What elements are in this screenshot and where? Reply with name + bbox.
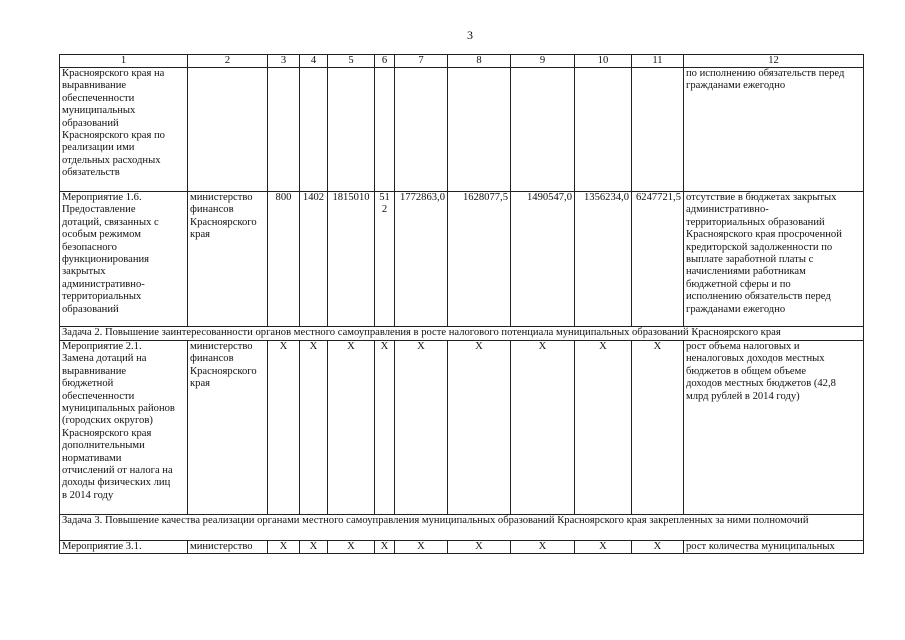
x-mark-cell: X xyxy=(511,541,575,554)
task-heading: Задача 3. Повышение качества реализации органами местного самоуправления муниципальных образований Красноярского края закрепленных за ними полномочий xyxy=(60,515,864,541)
target-code-cell: 1815010 xyxy=(328,192,375,327)
table-row xyxy=(60,192,864,327)
measure-name-cell: Мероприятие 2.1. Замена дотаций на выравнивание бюджетной обеспеченности муниципальных районов (городских округов) Красноярского края дополнительными нормативами отчислений от налога на доходы физических лиц в 2014 году xyxy=(60,341,188,515)
task-heading: Задача 2. Повышение заинтересованности органов местного самоуправления в росте налогового потенциала муниципальных образований Красноярского края xyxy=(60,327,864,341)
executor-cell: министерство xyxy=(188,541,268,554)
header-cell: 5 xyxy=(328,55,375,68)
empty-cell xyxy=(448,68,511,192)
x-mark-cell: X xyxy=(448,341,511,515)
empty-cell xyxy=(632,68,684,192)
x-mark-cell: X xyxy=(375,541,395,554)
header-cell: 6 xyxy=(375,55,395,68)
amount-cell: 1356234,0 xyxy=(575,192,632,327)
x-mark-cell: X xyxy=(328,541,375,554)
task-row xyxy=(60,515,864,541)
result-cell: рост объема налоговых и неналоговых доходов местных бюджетов в общем объеме доходов местных бюджетов (42,8 млрд рублей в 2014 году) xyxy=(684,341,864,515)
header-cell: 10 xyxy=(575,55,632,68)
x-mark-cell: X xyxy=(632,341,684,515)
expense-type-cell: 512 xyxy=(375,192,395,327)
x-mark-cell: X xyxy=(300,341,328,515)
result-cell: отсутствие в бюджетах закрытых административно- территориальных образований Красноярского края просроченной кредиторской задолженности по выплате заработной платы с начислениями работникам бюджетной сферы и по исполнению обязательств перед гражданами ежегодно xyxy=(684,192,864,327)
empty-cell xyxy=(375,68,395,192)
empty-cell xyxy=(511,68,575,192)
amount-cell: 1490547,0 xyxy=(511,192,575,327)
x-mark-cell: X xyxy=(575,341,632,515)
section-code-cell: 1402 xyxy=(300,192,328,327)
measure-name-cell: Красноярского края на выравнивание обеспеченности муниципальных образований Красноярского края по реализации ими отдельных расходных обязательств xyxy=(60,68,188,192)
empty-cell xyxy=(268,68,300,192)
header-cell: 7 xyxy=(395,55,448,68)
header-cell: 1 xyxy=(60,55,188,68)
x-mark-cell: X xyxy=(511,341,575,515)
x-mark-cell: X xyxy=(300,541,328,554)
amount-cell: 1628077,5 xyxy=(448,192,511,327)
header-cell: 12 xyxy=(684,55,864,68)
header-cell: 9 xyxy=(511,55,575,68)
measure-name-cell: Мероприятие 3.1. xyxy=(60,541,188,554)
empty-cell xyxy=(395,68,448,192)
page-number: 3 xyxy=(467,28,473,42)
x-mark-cell: X xyxy=(268,541,300,554)
program-table xyxy=(59,54,864,554)
x-mark-cell: X xyxy=(632,541,684,554)
x-mark-cell: X xyxy=(375,341,395,515)
measure-name-cell: Мероприятие 1.6. Предоставление дотаций, связанных с особым режимом безопасного функционирования закрытых административно- территориальных образований xyxy=(60,192,188,327)
executor-cell: министерство финансов Красноярского края xyxy=(188,341,268,515)
x-mark-cell: X xyxy=(575,541,632,554)
header-row xyxy=(60,55,864,68)
executor-cell: министерство финансов Красноярского края xyxy=(188,192,268,327)
amount-cell: 1772863,0 xyxy=(395,192,448,327)
header-cell: 4 xyxy=(300,55,328,68)
header-cell: 2 xyxy=(188,55,268,68)
grbs-code-cell: 800 xyxy=(268,192,300,327)
x-mark-cell: X xyxy=(395,341,448,515)
header-cell: 11 xyxy=(632,55,684,68)
x-mark-cell: X xyxy=(448,541,511,554)
empty-cell xyxy=(328,68,375,192)
empty-cell xyxy=(188,68,268,192)
x-mark-cell: X xyxy=(328,341,375,515)
empty-cell xyxy=(575,68,632,192)
result-cell: рост количества муниципальных xyxy=(684,541,864,554)
header-cell: 8 xyxy=(448,55,511,68)
table-row xyxy=(60,541,864,554)
total-amount-cell: 6247721,5 xyxy=(632,192,684,327)
x-mark-cell: X xyxy=(268,341,300,515)
x-mark-cell: X xyxy=(395,541,448,554)
table-row xyxy=(60,341,864,515)
task-row xyxy=(60,327,864,341)
table-row xyxy=(60,68,864,192)
result-cell: по исполнению обязательств перед гражданами ежегодно xyxy=(684,68,864,192)
header-cell: 3 xyxy=(268,55,300,68)
empty-cell xyxy=(300,68,328,192)
